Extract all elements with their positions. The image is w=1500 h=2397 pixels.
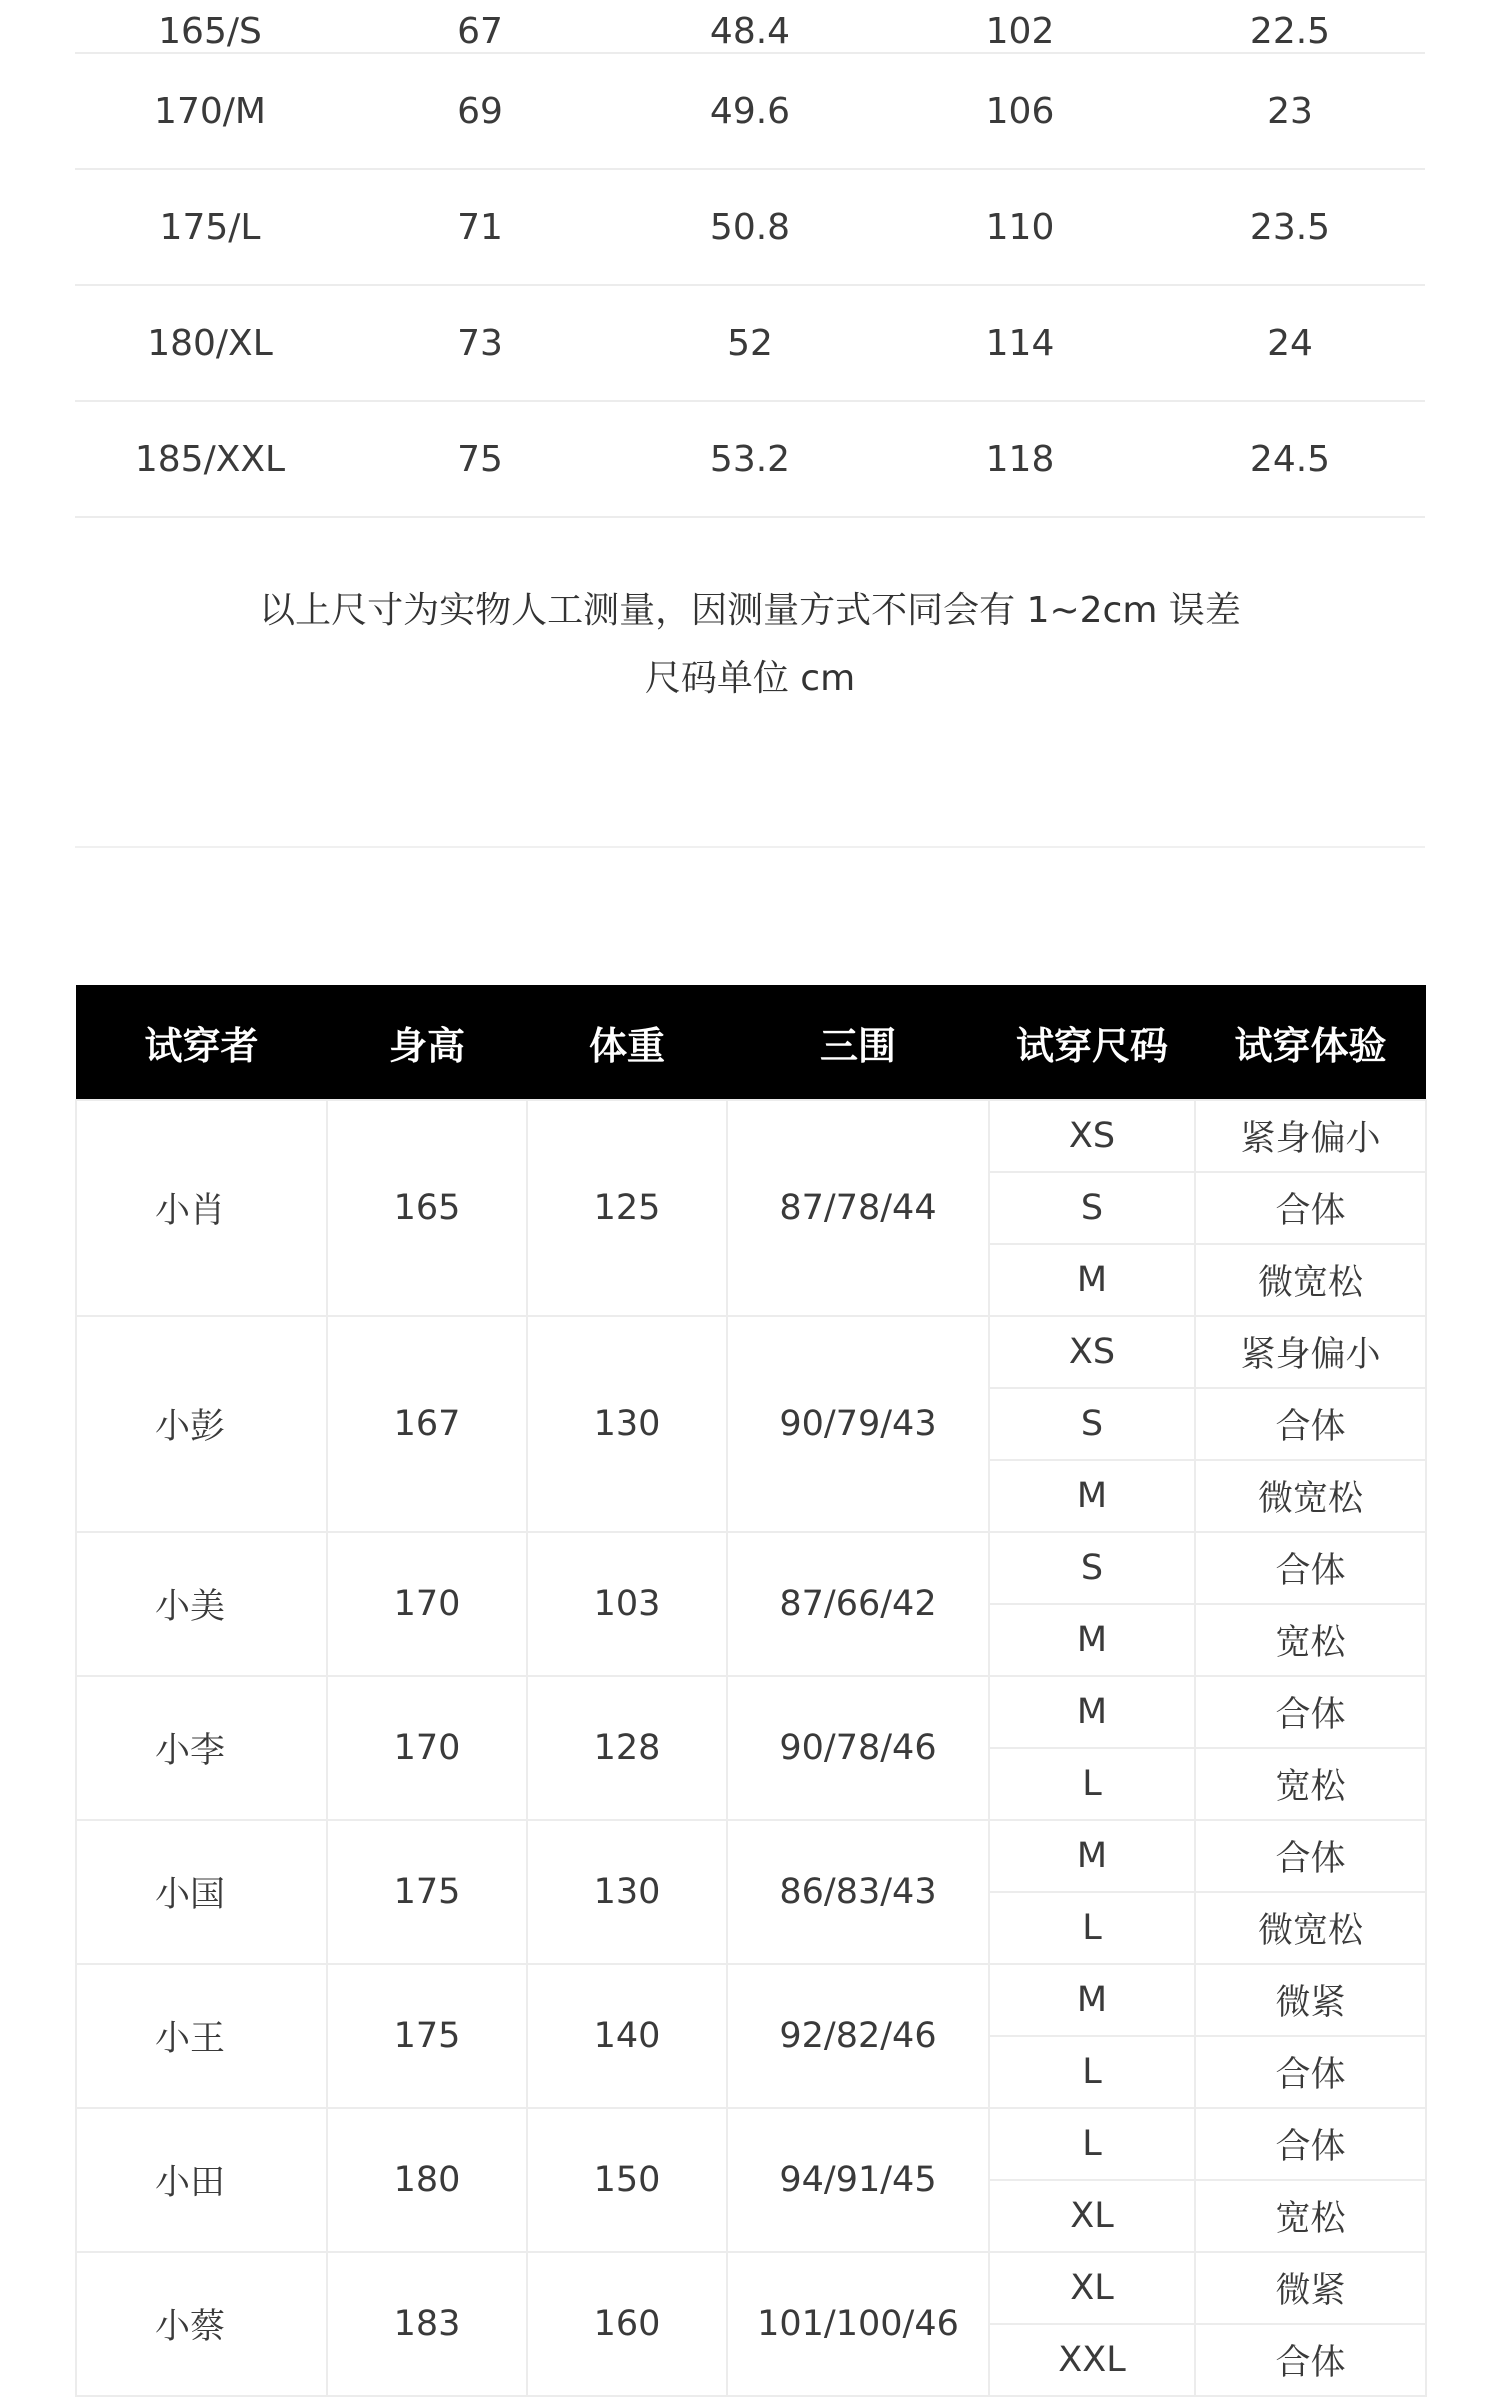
trial-size: M — [989, 1244, 1195, 1316]
tester-measurements: 92/82/46 — [727, 1964, 989, 2108]
trial-experience: 合体 — [1195, 2036, 1426, 2108]
trial-size: L — [989, 1892, 1195, 1964]
fit-header-row — [76, 985, 1426, 1100]
tester-height: 175 — [327, 1820, 527, 1964]
size-row — [75, 402, 1425, 518]
trial-size: M — [989, 1676, 1195, 1748]
tester-weight: 150 — [527, 2108, 727, 2252]
trial-experience: 紧身偏小 — [1195, 1100, 1426, 1172]
trial-experience: 微紧 — [1195, 1964, 1426, 2036]
fit-table-row — [76, 1100, 1426, 1172]
tester-name: 小美 — [76, 1532, 327, 1676]
trial-experience: 合体 — [1195, 2324, 1426, 2396]
trial-size: S — [989, 1172, 1195, 1244]
size-row — [75, 0, 1425, 54]
size-cell: 24 — [1267, 322, 1313, 364]
tester-measurements: 87/66/42 — [727, 1532, 989, 1676]
size-cell: 49.6 — [709, 90, 791, 132]
fit-table-row — [76, 2108, 1426, 2180]
header-experience: 试穿体验 — [1195, 985, 1426, 1100]
trial-experience: 合体 — [1195, 1532, 1426, 1604]
tester-name: 小李 — [76, 1676, 327, 1820]
trial-experience: 合体 — [1195, 1388, 1426, 1460]
trial-experience: 微宽松 — [1195, 1460, 1426, 1532]
size-cell: 50.8 — [709, 206, 791, 248]
size-cell: 71 — [457, 206, 503, 248]
tester-name: 小彭 — [76, 1316, 327, 1532]
header-measurements: 三围 — [727, 985, 989, 1100]
size-cell: 110 — [985, 206, 1055, 248]
fit-trial-table — [75, 985, 1427, 2397]
unit-note: 尺码单位 cm — [644, 658, 856, 699]
header-weight: 体重 — [527, 985, 727, 1100]
tester-measurements: 86/83/43 — [727, 1820, 989, 1964]
tester-weight: 103 — [527, 1532, 727, 1676]
size-cell: 73 — [457, 322, 503, 364]
trial-experience: 紧身偏小 — [1195, 1316, 1426, 1388]
tester-measurements: 94/91/45 — [727, 2108, 989, 2252]
header-trial-size: 试穿尺码 — [989, 985, 1195, 1100]
trial-experience: 微紧 — [1195, 2252, 1426, 2324]
size-cell: 175/L — [159, 206, 261, 248]
size-cell: 185/XXL — [134, 438, 286, 480]
size-row — [75, 286, 1425, 402]
fit-table-row — [76, 1964, 1426, 2036]
size-measurement-table — [75, 0, 1425, 518]
trial-experience: 合体 — [1195, 1820, 1426, 1892]
size-cell: 22.5 — [1249, 11, 1331, 52]
size-cell: 52 — [727, 322, 773, 364]
size-cell: 114 — [985, 322, 1055, 364]
size-cell: 118 — [985, 438, 1055, 480]
size-cell: 75 — [457, 438, 503, 480]
size-cell: 170/M — [154, 90, 266, 132]
tester-measurements: 87/78/44 — [727, 1100, 989, 1316]
trial-experience: 宽松 — [1195, 1604, 1426, 1676]
trial-experience: 微宽松 — [1195, 1892, 1426, 1964]
trial-size: M — [989, 1604, 1195, 1676]
trial-size: M — [989, 1460, 1195, 1532]
size-row — [75, 54, 1425, 170]
trial-size: M — [989, 1820, 1195, 1892]
trial-experience: 合体 — [1195, 2108, 1426, 2180]
tester-name: 小国 — [76, 1820, 327, 1964]
fit-table-row — [76, 1316, 1426, 1388]
tester-measurements: 90/78/46 — [727, 1676, 989, 1820]
size-cell: 69 — [457, 90, 503, 132]
trial-experience: 宽松 — [1195, 1748, 1426, 1820]
size-cell: 180/XL — [147, 322, 273, 364]
tester-name: 小田 — [76, 2108, 327, 2252]
tester-height: 165 — [327, 1100, 527, 1316]
trial-size: L — [989, 2036, 1195, 2108]
header-tester: 试穿者 — [76, 985, 327, 1100]
size-cell: 165/S — [158, 11, 262, 52]
trial-size: L — [989, 1748, 1195, 1820]
trial-size: XXL — [989, 2324, 1195, 2396]
size-cell: 102 — [985, 11, 1055, 52]
tester-height: 175 — [327, 1964, 527, 2108]
tester-measurements: 101/100/46 — [727, 2252, 989, 2396]
size-cell: 23.5 — [1249, 206, 1331, 248]
trial-size: XS — [989, 1316, 1195, 1388]
fit-table-row — [76, 1532, 1426, 1604]
trial-experience: 微宽松 — [1195, 1244, 1426, 1316]
tester-height: 167 — [327, 1316, 527, 1532]
trial-size: XL — [989, 2252, 1195, 2324]
fit-table-row — [76, 1820, 1426, 1892]
trial-size: M — [989, 1964, 1195, 2036]
size-cell: 48.4 — [709, 11, 791, 52]
trial-experience: 合体 — [1195, 1676, 1426, 1748]
trial-experience: 合体 — [1195, 1172, 1426, 1244]
section-divider — [75, 846, 1425, 848]
tester-weight: 130 — [527, 1316, 727, 1532]
fit-table-body — [76, 1100, 1426, 2396]
tester-weight: 130 — [527, 1820, 727, 1964]
trial-size: S — [989, 1532, 1195, 1604]
tester-name: 小肖 — [76, 1100, 327, 1316]
tester-weight: 128 — [527, 1676, 727, 1820]
size-cell: 106 — [985, 90, 1055, 132]
tester-weight: 160 — [527, 2252, 727, 2396]
tester-height: 170 — [327, 1676, 527, 1820]
measurement-note: 以上尺寸为实物人工测量，因测量方式不同会有 1~2cm 误差 — [259, 590, 1241, 631]
tester-name: 小王 — [76, 1964, 327, 2108]
size-cell: 53.2 — [709, 438, 791, 480]
tester-weight: 125 — [527, 1100, 727, 1316]
size-row — [75, 170, 1425, 286]
trial-size: S — [989, 1388, 1195, 1460]
tester-weight: 140 — [527, 1964, 727, 2108]
trial-size: L — [989, 2108, 1195, 2180]
tester-measurements: 90/79/43 — [727, 1316, 989, 1532]
fit-table-row — [76, 2252, 1426, 2324]
size-cell: 24.5 — [1249, 438, 1331, 480]
trial-experience: 宽松 — [1195, 2180, 1426, 2252]
tester-height: 180 — [327, 2108, 527, 2252]
fit-table-row — [76, 1676, 1426, 1748]
trial-size: XL — [989, 2180, 1195, 2252]
header-height: 身高 — [327, 985, 527, 1100]
trial-size: XS — [989, 1100, 1195, 1172]
size-cell: 23 — [1267, 90, 1313, 132]
tester-name: 小蔡 — [76, 2252, 327, 2396]
tester-height: 183 — [327, 2252, 527, 2396]
tester-height: 170 — [327, 1532, 527, 1676]
size-cell: 67 — [457, 11, 503, 52]
